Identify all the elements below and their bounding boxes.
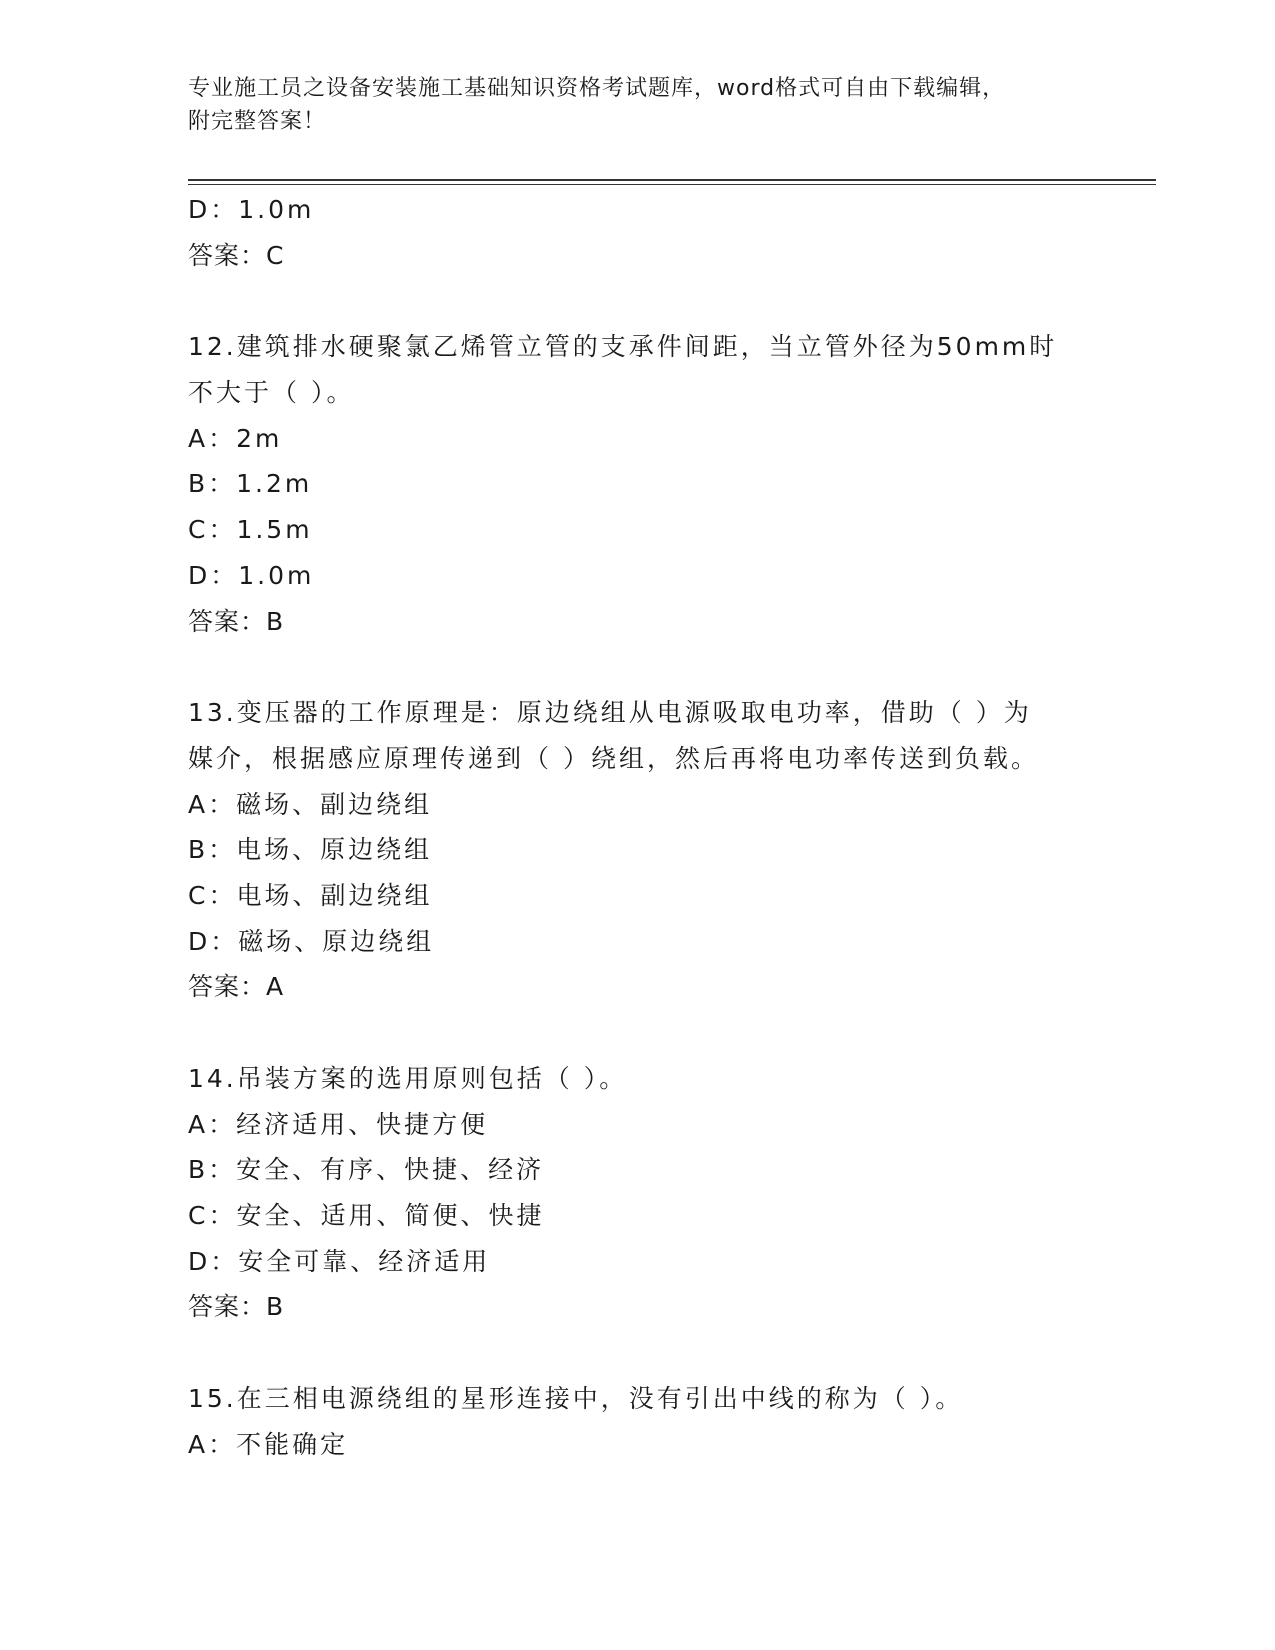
header-divider-thin <box>188 184 1156 185</box>
answer-line: 答案：B <box>188 1292 285 1322</box>
answer-line: 答案：B <box>188 606 285 636</box>
option-a: A：2m <box>188 423 283 453</box>
option-d: D：安全可靠、经济适用 <box>188 1246 491 1276</box>
question-11-tail <box>188 187 1088 278</box>
spacer <box>188 1010 1088 1056</box>
question-text-line-1: 13.变压器的工作原理是：原边绕组从电源吸取电功率，借助（ ）为 <box>188 698 1032 728</box>
question-list <box>188 187 1088 1468</box>
question-text-line-2: 不大于（ ）。 <box>188 378 355 408</box>
question-14 <box>188 1056 1088 1330</box>
page-header <box>188 72 1088 138</box>
option-b: B：电场、原边绕组 <box>188 835 433 865</box>
option-d: D：1.0m <box>188 195 315 224</box>
question-text-line-2: 媒介，根据感应原理传递到（ ）绕组，然后再将电功率传送到负载。 <box>188 743 1039 773</box>
answer-line: 答案：A <box>188 972 285 1002</box>
option-a: A：不能确定 <box>188 1429 349 1459</box>
option-c: C：电场、副边绕组 <box>188 880 433 910</box>
header-title-line-1: 专业施工员之设备安装施工基础知识资格考试题库，word格式可自由下载编辑， <box>188 76 1006 101</box>
spacer <box>188 1330 1088 1376</box>
option-c: C：安全、适用、简便、快捷 <box>188 1201 545 1231</box>
option-c: C：1.5m <box>188 515 313 545</box>
option-b: B：安全、有序、快捷、经济 <box>188 1155 545 1185</box>
option-d: D：1.0m <box>188 560 315 590</box>
question-text-line-1: 15.在三相电源绕组的星形连接中，没有引出中线的称为（ ）。 <box>188 1384 964 1414</box>
question-13 <box>188 690 1088 1010</box>
option-a: A：磁场、副边绕组 <box>188 789 433 819</box>
question-text-line-1: 14.吊装方案的选用原则包括（ ）。 <box>188 1064 628 1093</box>
spacer <box>188 644 1088 690</box>
question-15 <box>188 1376 1088 1467</box>
header-divider-thick <box>188 179 1156 181</box>
question-text-line-1: 12.建筑排水硬聚氯乙烯管立管的支承件间距，当立管外径为50mm时 <box>188 332 1058 362</box>
header-title-line-2: 附完整答案！ <box>188 109 327 134</box>
option-a: A：经济适用、快捷方便 <box>188 1109 489 1139</box>
option-d: D：磁场、原边绕组 <box>188 926 435 956</box>
option-b: B：1.2m <box>188 469 313 499</box>
question-12 <box>188 324 1088 644</box>
spacer <box>188 278 1088 324</box>
answer-line: 答案：C <box>188 240 285 270</box>
